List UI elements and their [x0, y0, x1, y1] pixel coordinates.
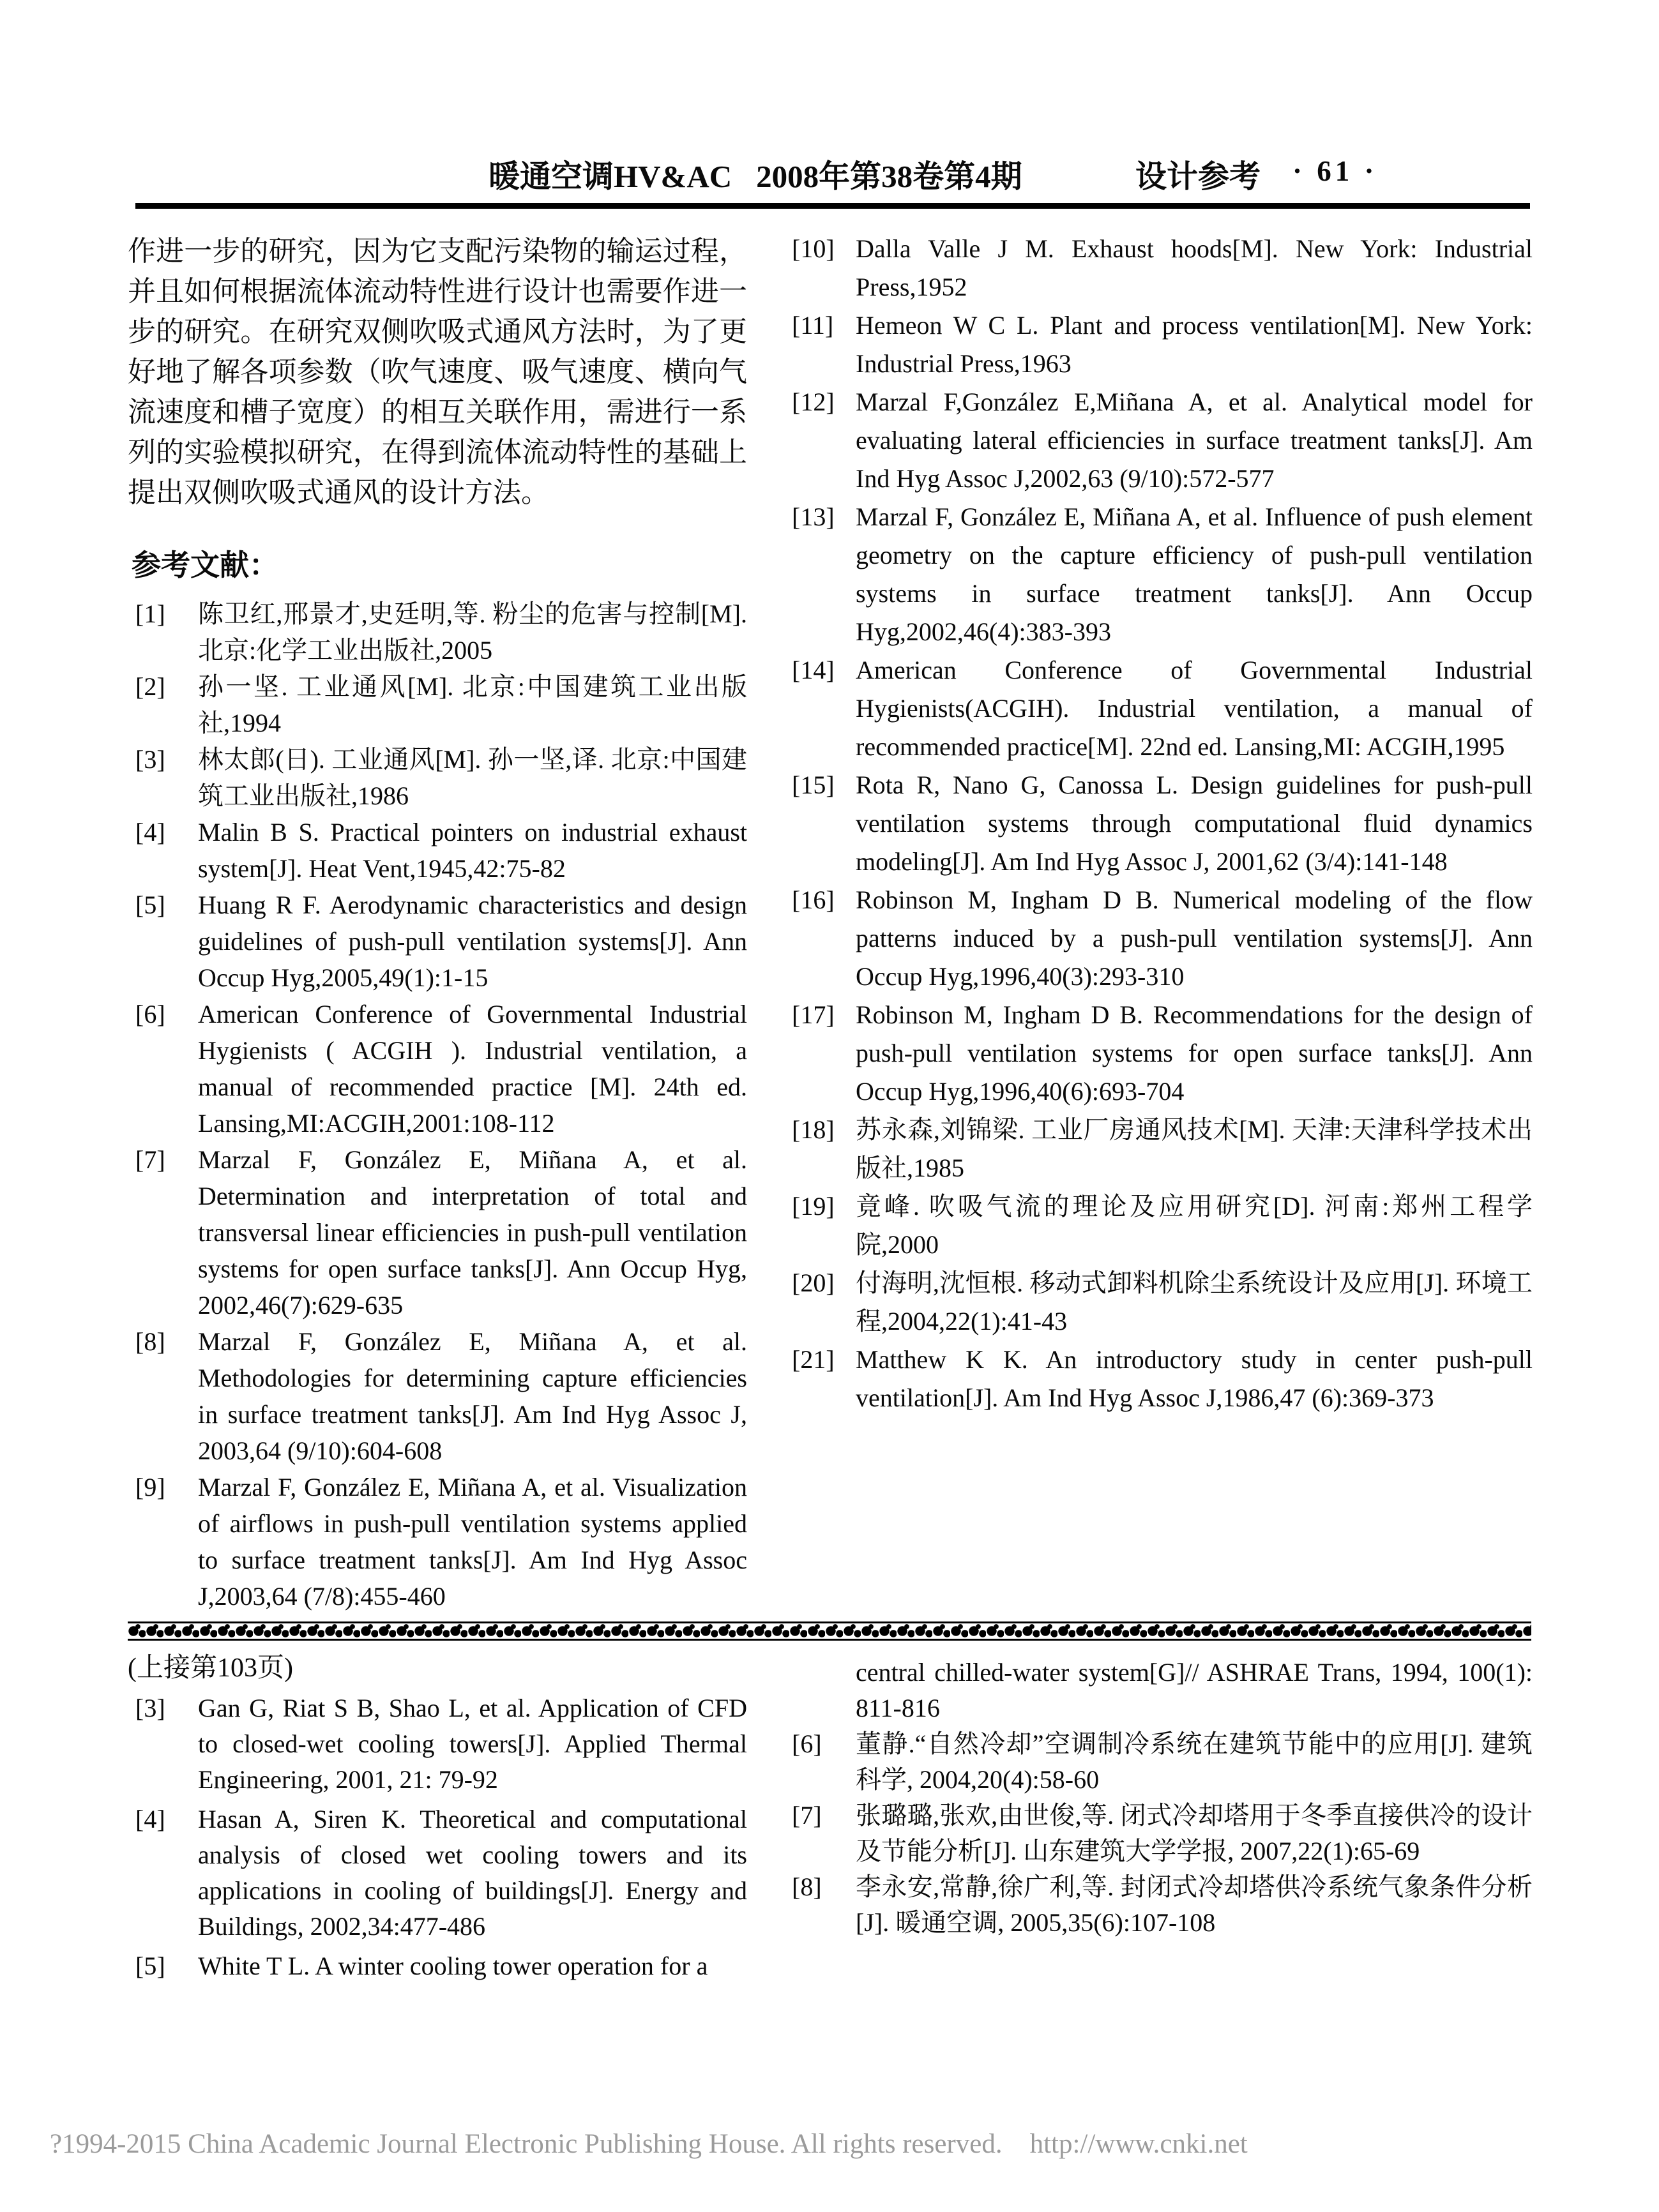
continued-right-column — [792, 1655, 1533, 1941]
reference-text: 林太郎(日). 工业通风[M]. 孙一坚,译. 北京:中国建筑工业出版社,1986 — [198, 745, 747, 810]
reference-item — [792, 996, 1533, 1111]
ornamental-separator — [128, 1621, 1531, 1641]
reference-text: Marzal F,González E,Miñana A, et al. Analytical model for evaluating lateral efficiencies in surface treatment tanks[J]. Am Ind Hyg Assoc J,2002,63 (9/10):572-577 — [856, 387, 1533, 493]
reference-text: 孙一坚. 工业通风[M]. 北京:中国建筑工业出版社,1994 — [198, 672, 747, 737]
journal-title: 暖通空调HV&AC — [489, 159, 732, 194]
reference-number: [21] — [792, 1345, 835, 1374]
header-rule — [135, 203, 1530, 209]
reference-item — [128, 1802, 747, 1945]
continuation-note: (上接第103页) — [128, 1653, 293, 1683]
reference-number: [9] — [135, 1473, 165, 1501]
reference-item — [128, 814, 747, 887]
reference-item — [128, 887, 747, 996]
reference-text: Hasan A, Siren K. Theoretical and computational analysis of closed wet cooling towers and its applications in cooling of buildings[J]. Energy and Buildings, 2002,34:477-486 — [198, 1805, 747, 1941]
reference-text: Gan G, Riat S B, Shao L, et al. Application of CFD to closed-wet cooling towers[J]. Applied Thermal Engineering, 2001, 21: 79-92 — [198, 1694, 747, 1794]
reference-item — [128, 1690, 747, 1798]
reference-item — [128, 1323, 747, 1469]
reference-item — [792, 1264, 1533, 1341]
reference-text: Huang R F. Aerodynamic characteristics and design guidelines of push-pull ventilation systems[J]. Ann Occup Hyg,2005,49(1):1-15 — [198, 891, 747, 992]
reference-item — [792, 1187, 1533, 1264]
reference-number: [7] — [135, 1145, 165, 1174]
reference-text: American Conference of Governmental Industrial Hygienists(ACGIH). Industrial ventilation, a manual of recommended practice[M]. 22nd ed. Lansing,MI: ACGIH,1995 — [856, 656, 1533, 761]
left-column — [128, 231, 747, 1614]
reference-number: [19] — [792, 1192, 835, 1221]
reference-text: Dalla Valle J M. Exhaust hoods[M]. New York: Industrial Press,1952 — [856, 234, 1533, 301]
reference-text: Marzal F, González E, Miñana A, et al. Visualization of airflows in push-pull ventilation systems applied to surface treatment tanks[J]. Am Ind Hyg Assoc J,2003,64 (7/8):455-460 — [198, 1473, 747, 1611]
reference-number: [5] — [135, 891, 165, 919]
reference-text: 竟峰. 吹吸气流的理论及应用研究[D]. 河南:郑州工程学院,2000 — [856, 1192, 1533, 1259]
reference-text: Marzal F, González E, Miñana A, et al. Determination and interpretation of total and transversal linear efficiencies in push-pull ventilation systems for open surface tanks[J]. Ann Occup Hyg, 2002,46(7):629-635 — [198, 1145, 747, 1320]
reference-text: Rota R, Nano G, Canossa L. Design guidelines for push-pull ventilation systems through computational fluid dynamics modeling[J]. Am Ind Hyg Assoc J, 2001,62 (3/4):141-148 — [856, 771, 1533, 876]
header-journal-line — [489, 152, 1022, 197]
reference-text: American Conference of Governmental Industrial Hygienists ( ACGIH ). Industrial ventilation, a manual of recommended practice [M]. 24th ed. Lansing,MI:ACGIH,2001:108-112 — [198, 1000, 747, 1138]
reference-item — [128, 996, 747, 1141]
reference-number: [4] — [135, 818, 165, 846]
reference-text: Robinson M, Ingham D B. Numerical modeling of the flow patterns induced by a push-pull ventilation systems[J]. Ann Occup Hyg,1996,40(3):293-310 — [856, 885, 1533, 991]
reference-number: [8] — [792, 1872, 822, 1901]
header-section-label: 设计参考 — [1135, 159, 1261, 194]
reference-item — [128, 741, 747, 814]
reference-number: [1] — [135, 599, 165, 628]
reference-text: Malin B S. Practical pointers on industrial exhaust system[J]. Heat Vent,1945,42:75-82 — [198, 818, 747, 883]
right-column — [792, 230, 1533, 1417]
reference-text: White T L. A winter cooling tower operation for a — [198, 1952, 708, 1980]
reference-text: 李永安,常静,徐广利,等. 封闭式冷却塔供冷系统气象条件分析[J]. 暖通空调, 2005,35(6):107-108 — [856, 1872, 1533, 1937]
reference-item — [792, 1726, 1533, 1798]
reference-number: [12] — [792, 387, 835, 416]
reference-item — [792, 651, 1533, 766]
reference-item — [792, 881, 1533, 996]
reference-text: 付海明,沈恒根. 移动式卸料机除尘系统设计及应用[J]. 环境工程,2004,22(1):41-43 — [856, 1268, 1533, 1335]
reference-item — [128, 596, 747, 668]
reference-number: [17] — [792, 1000, 835, 1029]
reference-text: 董静.“自然冷却”空调制冷系统在建筑节能中的应用[J]. 建筑科学, 2004,20(4):58-60 — [856, 1729, 1533, 1794]
reference-text: Marzal F, González E, Miñana A, et al. Methodologies for determining capture efficiencies in surface treatment tanks[J]. Am Ind Hyg Assoc J, 2003,64 (9/10):604-608 — [198, 1327, 747, 1465]
reference-number: [11] — [792, 311, 834, 340]
reference-text: central chilled-water system[G]// ASHRAE Trans, 1994, 100(1): 811-816 — [856, 1658, 1533, 1722]
header-page-number: · 61 · — [1292, 155, 1378, 187]
reference-item — [792, 306, 1533, 383]
reference-number: [10] — [792, 234, 835, 263]
references-list-right — [792, 230, 1533, 1417]
reference-text: 苏永森,刘锦梁. 工业厂房通风技术[M]. 天津:天津科学技术出版社,1985 — [856, 1115, 1533, 1182]
reference-number: [8] — [135, 1327, 165, 1356]
reference-text: Robinson M, Ingham D B. Recommendations for the design of push-pull ventilation systems for open surface tanks[J]. Ann Occup Hyg,1996,40(6):693-704 — [856, 1000, 1533, 1106]
reference-text: 张璐璐,张欢,由世俊,等. 闭式冷却塔用于冬季直接供冷的设计及节能分析[J]. 山东建筑大学学报, 2007,22(1):65-69 — [856, 1801, 1533, 1865]
reference-item — [792, 1869, 1533, 1941]
reference-number: [6] — [792, 1729, 822, 1758]
reference-number: [15] — [792, 771, 835, 799]
reference-number: [4] — [135, 1805, 165, 1833]
reference-number: [16] — [792, 885, 835, 914]
reference-number: [2] — [135, 672, 165, 701]
reference-item — [128, 1141, 747, 1323]
references-list-left — [128, 596, 747, 1614]
reference-number: [3] — [135, 1694, 165, 1722]
reference-item — [792, 383, 1533, 498]
reference-item — [128, 668, 747, 741]
reference-number: [7] — [792, 1801, 822, 1830]
reference-text: Marzal F, González E, Miñana A, et al. Influence of push element geometry on the capture efficiency of push-pull ventilation systems in surface treatment tanks[J]. Ann Occup Hyg,2002,46(4):383-393 — [856, 502, 1533, 646]
reference-item — [128, 1469, 747, 1614]
journal-issue: 2008年第38卷第4期 — [756, 159, 1022, 194]
reference-number: [3] — [135, 745, 165, 774]
references-heading: 参考文献： — [132, 549, 278, 582]
footer-copyright: ?1994-2015 China Academic Journal Electronic Publishing House. All rights reserved. http://www.cnki.net — [50, 2129, 1248, 2159]
reference-number: [18] — [792, 1115, 835, 1144]
reference-number: [13] — [792, 502, 835, 531]
reference-item — [792, 230, 1533, 306]
reference-item — [128, 1948, 747, 1984]
reference-text: Matthew K K. An introductory study in center push-pull ventilation[J]. Am Ind Hyg Assoc J,1986,47 (6):369-373 — [856, 1345, 1533, 1412]
reference-number: [5] — [135, 1952, 165, 1980]
reference-item — [792, 498, 1533, 651]
reference-item — [792, 1798, 1533, 1869]
reference-item — [792, 1655, 1533, 1726]
reference-number: [20] — [792, 1268, 835, 1297]
reference-number: [14] — [792, 656, 835, 684]
reference-text: Hemeon W C L. Plant and process ventilation[M]. New York: Industrial Press,1963 — [856, 311, 1533, 378]
reference-item — [792, 1341, 1533, 1417]
intro-paragraph: 作进一步的研究，因为它支配污染物的输运过程，并且如何根据流体流动特性进行设计也需要作进一步的研究。在研究双侧吹吸式通风方法时，为了更好地了解各项参数（吹气速度、吸气速度、横向气流速度和槽子宽度）的相互关联作用，需进行一系列的实验模拟研究，在得到流体流动特性的基础上提出双侧吹吸式通风的设计方法。 — [128, 236, 747, 508]
reference-item — [792, 766, 1533, 881]
continued-references-right — [792, 1655, 1533, 1941]
reference-text: 陈卫红,邢景才,史廷明,等. 粉尘的危害与控制[M]. 北京:化学工业出版社,2005 — [198, 599, 747, 665]
reference-item — [792, 1111, 1533, 1187]
continued-left-column — [128, 1650, 747, 1984]
continued-references-left — [128, 1690, 747, 1984]
reference-number: [6] — [135, 1000, 165, 1028]
